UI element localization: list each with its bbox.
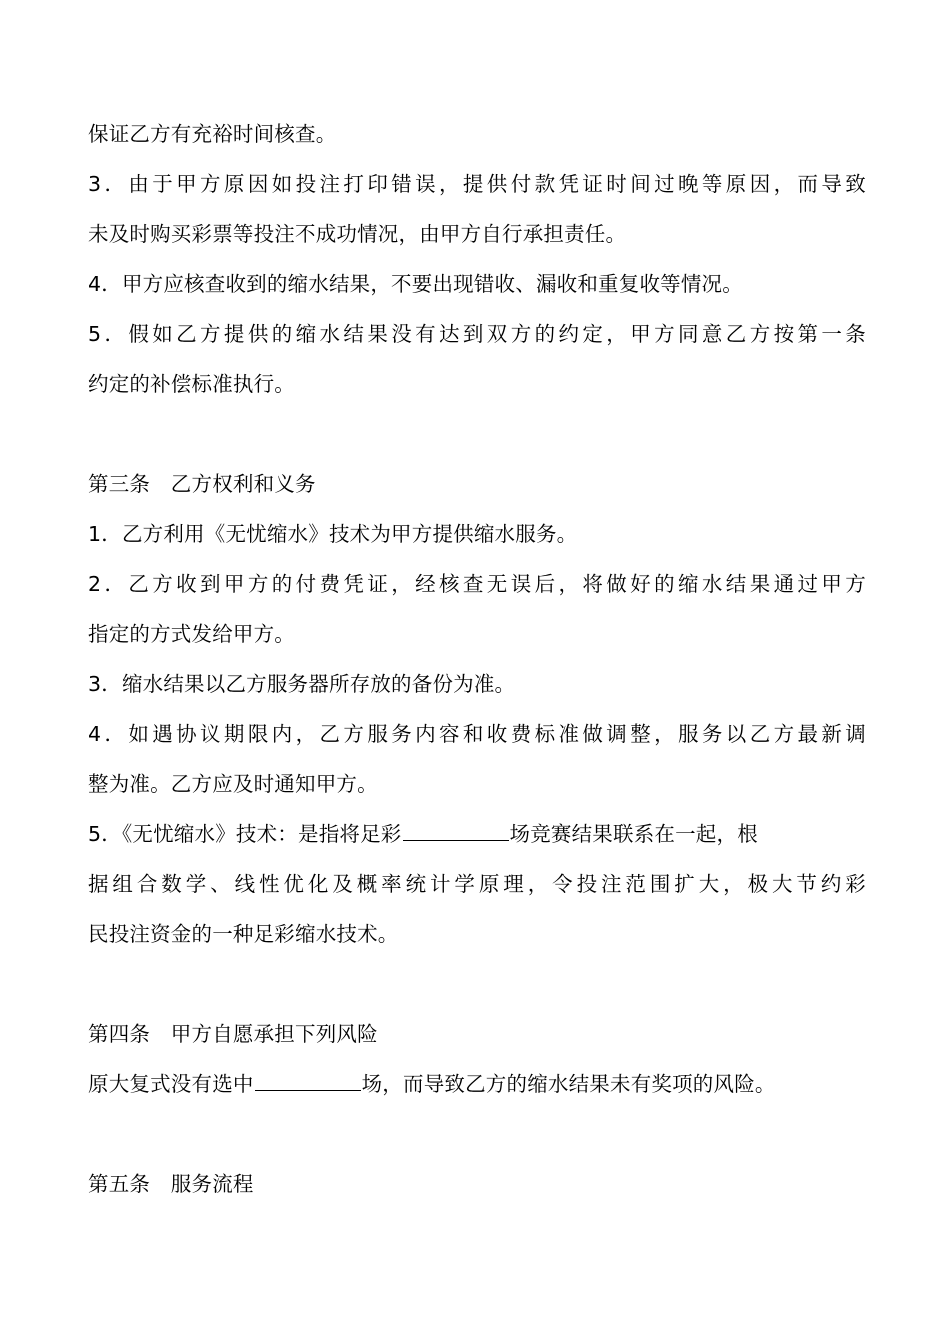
text-segment: 场，而导致乙方的缩水结果未有奖项的风险。 [361,1072,776,1096]
paragraph-line: 5．假如乙方提供的缩水结果没有达到双方的约定，甲方同意乙方按第一条 [88,322,866,346]
paragraph-line: 3．由于甲方原因如投注打印错误，提供付款凭证时间过晚等原因，而导致 [88,172,866,196]
section-heading-3: 第三条 乙方权利和义务 [88,472,316,496]
paragraph-line-with-blank [88,819,758,849]
text-segment: 5．《无忧缩水》技术：是指将足彩 [88,822,402,846]
paragraph-line: 2．乙方收到甲方的付费凭证，经核查无误后，将做好的缩水结果通过甲方 [88,572,866,596]
paragraph-line: 保证乙方有充裕时间核查。 [88,122,337,146]
paragraph-line: 指定的方式发给甲方。 [88,622,295,646]
fill-in-blank [255,1070,361,1091]
paragraph-line: 4．如遇协议期限内，乙方服务内容和收费标准做调整，服务以乙方最新调 [88,722,866,746]
paragraph-line: 整为准。乙方应及时通知甲方。 [88,772,378,796]
text-segment: 原大复式没有选中 [88,1072,254,1096]
paragraph-line: 民投注资金的一种足彩缩水技术。 [88,922,399,946]
paragraph-line: 据组合数学、线性优化及概率统计学原理，令投注范围扩大，极大节约彩 [88,872,866,896]
text-segment: 场竞赛结果联系在一起，根 [509,822,758,846]
section-heading-5: 第五条 服务流程 [88,1172,254,1196]
paragraph-line: 3．缩水结果以乙方服务器所存放的备份为准。 [88,672,516,696]
paragraph-line-with-blank [88,1069,776,1099]
paragraph-line: 未及时购买彩票等投注不成功情况，由甲方自行承担责任。 [88,222,627,246]
paragraph-line: 约定的补偿标准执行。 [88,372,295,396]
paragraph-line: 4．甲方应核查收到的缩水结果，不要出现错收、漏收和重复收等情况。 [88,272,743,296]
paragraph-line: 1．乙方利用《无忧缩水》技术为甲方提供缩水服务。 [88,522,578,546]
fill-in-blank [403,820,509,841]
section-heading-4: 第四条 甲方自愿承担下列风险 [88,1022,378,1046]
